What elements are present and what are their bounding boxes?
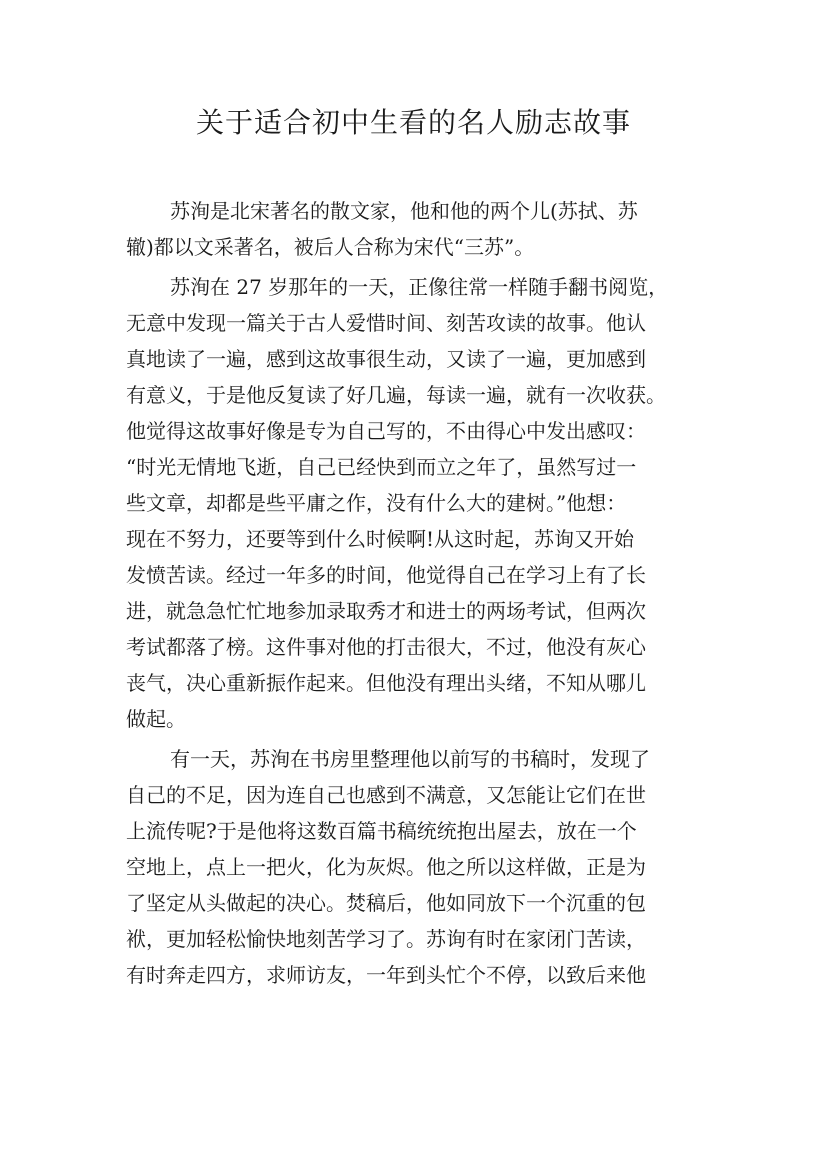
text-line: “时光无情地飞逝，自己已经快到而立之年了，虽然写过一 <box>126 455 637 479</box>
text-line: 有意义，于是他反复读了好几遍，每读一遍，就有一次收获。 <box>126 383 666 407</box>
text-line: 自己的不足，因为连自己也感到不满意，又怎能让它们在世 <box>126 783 646 807</box>
text-line: 苏洵在 27 岁那年的一天，正像往常一样随手翻书阅览， <box>170 275 669 299</box>
paragraph <box>126 193 706 265</box>
text-line: 丧气，决心重新振作起来。但他没有理出头绪，不知从哪儿 <box>126 671 646 695</box>
text-line: 发愤苦读。经过一年多的时间，他觉得自己在学习上有了长 <box>126 563 646 587</box>
paragraph <box>126 269 706 737</box>
text-line: 些文章，却都是些平庸之作，没有什么大的建树。”他想： <box>126 491 627 515</box>
text-line: 有一天，苏洵在书房里整理他以前写的书稿时，发现了 <box>170 747 650 771</box>
text-line: 考试都落了榜。这件事对他的打击很大，不过，他没有灰心 <box>126 635 646 659</box>
document-title: 关于适合初中生看的名人励志故事 <box>195 106 631 139</box>
text-line: 苏洵是北宋著名的散文家，他和他的两个儿(苏拭、苏 <box>170 199 638 223</box>
text-line: 空地上，点上一把火，化为灰烬。他之所以这样做，正是为 <box>126 855 646 879</box>
text-line: 辙)都以文采著名，被后人合称为宋代“三苏”。 <box>126 235 535 259</box>
text-line: 了坚定从头做起的决心。焚稿后，他如同放下一个沉重的包 <box>126 891 646 915</box>
text-line: 真地读了一遍，感到这故事很生动，又读了一遍，更加感到 <box>126 347 646 371</box>
document-body <box>126 193 706 997</box>
text-line: 有时奔走四方，求师访友，一年到头忙个不停，以致后来他 <box>126 963 646 987</box>
text-line: 无意中发现一篇关于古人爱惜时间、刻苦攻读的故事。他认 <box>126 311 646 335</box>
text-line: 做起。 <box>126 707 186 731</box>
paragraph <box>126 741 706 993</box>
text-line: 他觉得这故事好像是专为自己写的，不由得心中发出感叹： <box>126 419 646 443</box>
text-line: 现在不努力，还要等到什么时候啊!从这时起，苏询又开始 <box>126 527 635 551</box>
text-line: 袱，更加轻松愉快地刻苦学习了。苏询有时在家闭门苦读， <box>126 927 646 951</box>
text-line: 进，就急急忙忙地参加录取秀才和进士的两场考试，但两次 <box>126 599 646 623</box>
text-line: 上流传呢?于是他将这数百篇书稿统统抱出屋去，放在一个 <box>126 819 637 843</box>
